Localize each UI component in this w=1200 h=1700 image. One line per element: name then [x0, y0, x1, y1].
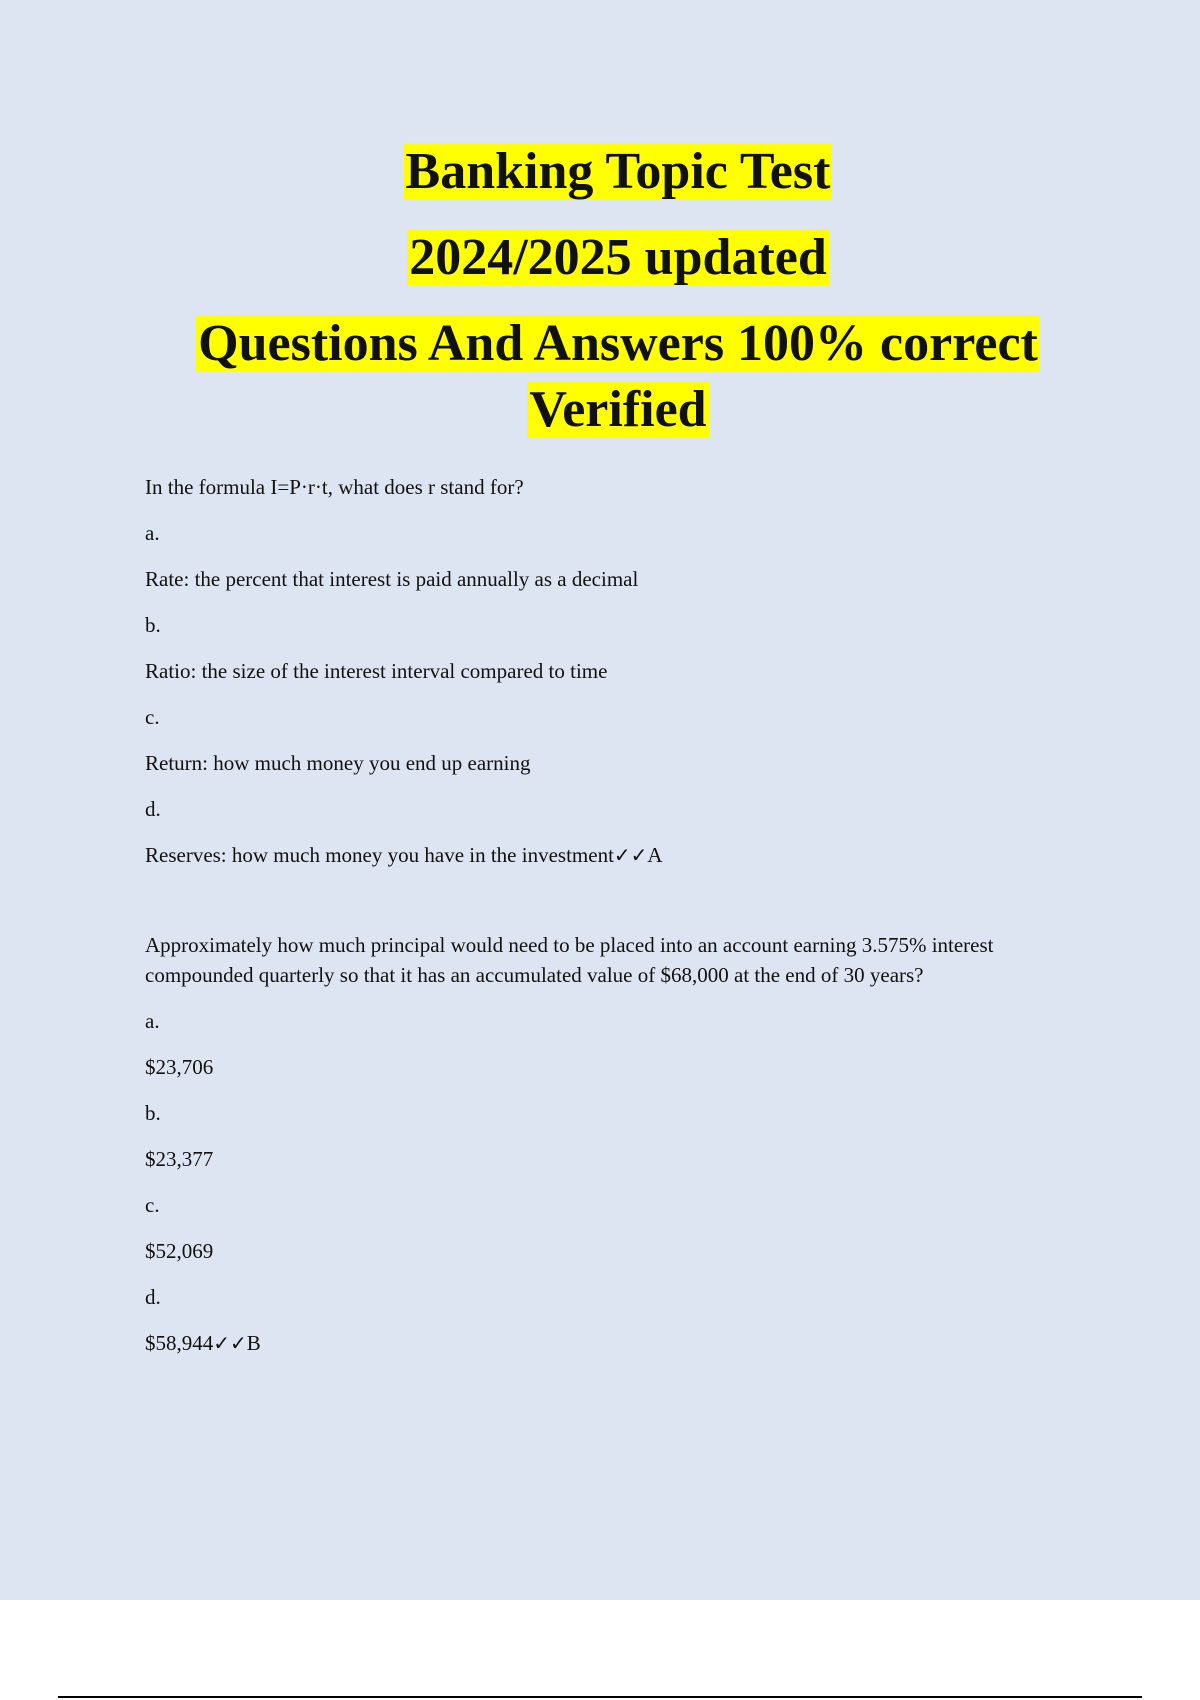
option-letter: c. — [145, 1193, 160, 1217]
option-letter: a. — [145, 521, 160, 545]
option-text: $23,706 — [145, 1055, 214, 1079]
option-text: Reserves: how much money you have in the investment — [145, 843, 614, 867]
option-letter: b. — [145, 613, 161, 637]
title-line-3: Questions And Answers 100% correct — [198, 315, 1038, 372]
question-prompt: Approximately how much principal would need to be placed into an account earning 3.575% interest compounded quarterly so that it has an accumulated value of $68,000 at the end of 30 years? — [145, 933, 994, 987]
title-line-4: Verified — [529, 381, 707, 438]
option-answer-row — [145, 1328, 1065, 1358]
option-text: $23,377 — [145, 1147, 214, 1171]
question-prompt: In the formula I=P·r·t, what does r stand for? — [145, 475, 524, 499]
option-letter: c. — [145, 705, 160, 729]
option-text: Return: how much money you end up earning — [145, 751, 531, 775]
option-text: $58,944 — [145, 1331, 214, 1355]
question-block — [145, 930, 1065, 1358]
option-text: Ratio: the size of the interest interval compared to time — [145, 659, 608, 683]
option-letter: a. — [145, 1009, 160, 1033]
question-list — [145, 472, 1065, 1374]
option-letter: d. — [145, 797, 161, 821]
question-block — [145, 472, 1065, 870]
title-line-2: 2024/2025 updated — [409, 229, 827, 286]
option-answer-row — [145, 840, 1065, 870]
double-check-icon: ✓✓ — [613, 843, 648, 867]
title-line-1: Banking Topic Test — [405, 143, 831, 200]
option-text: $52,069 — [145, 1239, 214, 1263]
answer-key: A — [647, 843, 663, 867]
footer-divider — [58, 1696, 1142, 1698]
option-text: Rate: the percent that interest is paid annually as a decimal — [145, 567, 639, 591]
option-letter: b. — [145, 1101, 161, 1125]
answer-key: B — [246, 1331, 261, 1355]
document-title — [0, 142, 1200, 466]
double-check-icon: ✓✓ — [213, 1331, 247, 1355]
option-letter: d. — [145, 1285, 161, 1309]
